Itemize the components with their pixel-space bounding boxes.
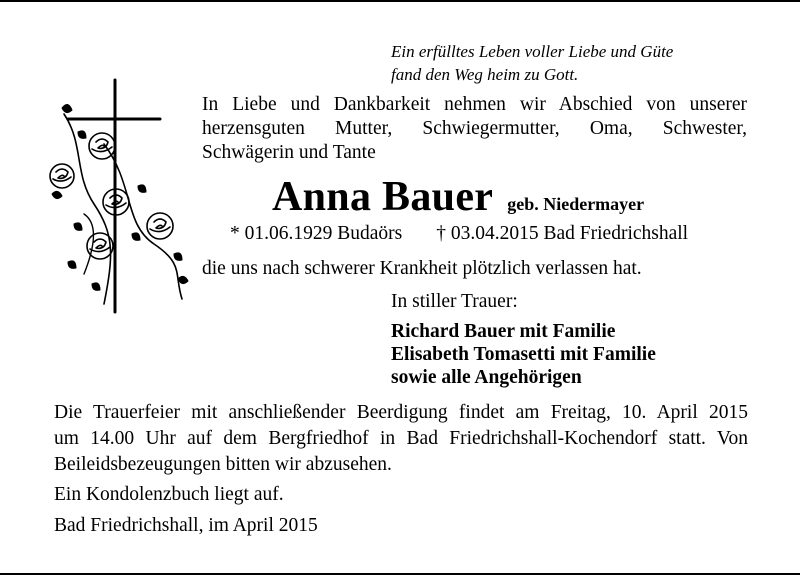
mourner: Elisabeth Tomasetti mit Familie (391, 344, 656, 365)
mourner: sowie alle Angehörigen (391, 367, 582, 388)
life-dates (230, 223, 688, 245)
cause-text: die uns nach schwerer Krankheit plötzlich verlassen hat. (202, 258, 642, 279)
mourners-list (391, 320, 656, 389)
intro-line: In Liebe und Dankbarkeit nehmen wir Abschied von unserer (202, 94, 747, 115)
intro-line: Schwägerin und Tante (202, 142, 376, 163)
death-date: † 03.04.2015 Bad Friedrichshall (436, 223, 689, 244)
condolence-book-text: Ein Kondolenzbuch liegt auf. (54, 484, 284, 505)
birth-name: geb. Niedermayer (507, 194, 645, 214)
intro-line: herzensguten Mutter, Schwiegermutter, Oma, Schwester, (202, 118, 747, 139)
funeral-line: Die Trauerfeier mit anschließender Beerdigung findet am Freitag, 10. April 2015 (54, 402, 748, 423)
birth-date: * 01.06.1929 Budaörs (230, 223, 403, 244)
place-date: Bad Friedrichshall, im April 2015 (54, 515, 318, 536)
deceased-heading (272, 173, 644, 221)
motto-line: fand den Weg heim zu Gott. (391, 65, 579, 84)
cross-with-roses-icon (44, 74, 194, 318)
motto (391, 40, 673, 86)
funeral-line: um 14.00 Uhr auf dem Bergfriedhof in Bad Friedrichshall-Kochendorf statt. Von (54, 428, 748, 449)
motto-line: Ein erfülltes Leben voller Liebe und Güte (391, 42, 674, 61)
deceased-name: Anna Bauer (272, 174, 494, 220)
funeral-info (54, 400, 748, 478)
funeral-line: Beileidsbezeugungen bitten wir abzusehen. (54, 454, 392, 475)
mourner: Richard Bauer mit Familie (391, 321, 616, 342)
intro-text (202, 93, 747, 165)
mourning-label: In stiller Trauer: (391, 291, 518, 312)
